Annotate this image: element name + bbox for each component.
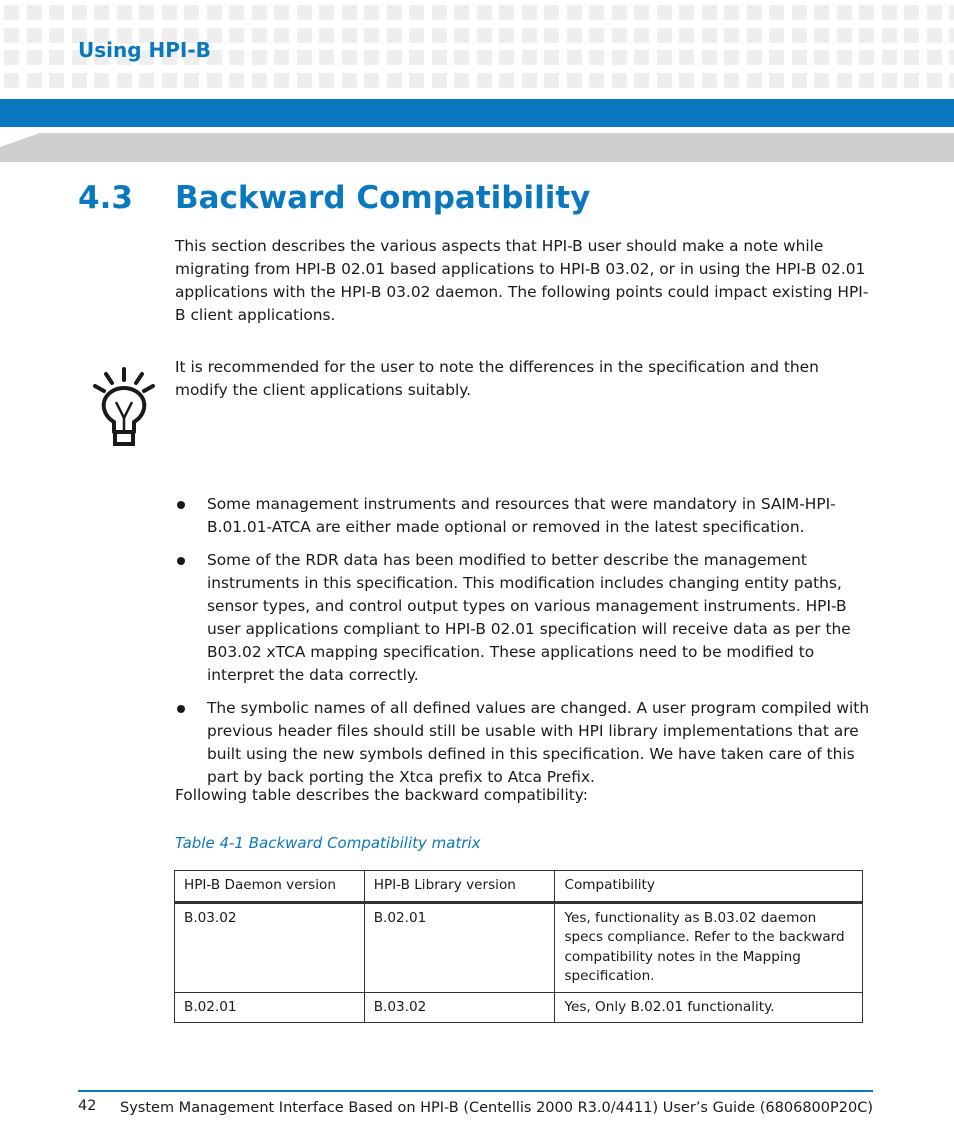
pattern-dot xyxy=(274,50,289,65)
pattern-dot xyxy=(837,28,852,43)
table-cell: B.03.02 xyxy=(364,992,555,1023)
pattern-dot xyxy=(252,28,267,43)
pattern-dot xyxy=(432,5,447,20)
pattern-dot xyxy=(904,50,919,65)
pattern-dot xyxy=(837,5,852,20)
pattern-dot xyxy=(814,28,829,43)
pattern-dot xyxy=(702,50,717,65)
column-header-daemon: HPI-B Daemon version xyxy=(175,871,365,903)
pattern-dot xyxy=(342,5,357,20)
section-title: Backward Compatibility xyxy=(175,180,591,216)
pattern-dot xyxy=(252,73,267,88)
pattern-dot xyxy=(747,5,762,20)
pattern-dot xyxy=(882,50,897,65)
pattern-dot xyxy=(274,5,289,20)
pattern-dot xyxy=(882,28,897,43)
pattern-dot xyxy=(477,5,492,20)
pattern-dot xyxy=(162,5,177,20)
pattern-dot xyxy=(4,5,19,20)
pattern-dot xyxy=(567,50,582,65)
pattern-dot xyxy=(499,50,514,65)
pattern-dot xyxy=(859,73,874,88)
pattern-dot xyxy=(612,50,627,65)
pattern-dot xyxy=(589,73,604,88)
table-row xyxy=(175,902,863,992)
table-cell: B.03.02 xyxy=(175,902,365,992)
pattern-dot xyxy=(612,73,627,88)
pattern-dot xyxy=(252,50,267,65)
pattern-dot xyxy=(207,73,222,88)
pattern-dot xyxy=(702,73,717,88)
pattern-dot xyxy=(702,28,717,43)
pattern-dot xyxy=(477,28,492,43)
pattern-dot xyxy=(769,5,784,20)
pattern-dot xyxy=(387,73,402,88)
table-row xyxy=(175,992,863,1023)
pattern-dot xyxy=(949,50,954,65)
bullet-icon xyxy=(177,557,185,565)
pattern-dot xyxy=(724,28,739,43)
pattern-dot xyxy=(49,28,64,43)
pattern-dot xyxy=(814,50,829,65)
header-blue-bar xyxy=(0,99,954,127)
pattern-dot xyxy=(859,50,874,65)
pattern-dot xyxy=(679,28,694,43)
pattern-dot xyxy=(949,73,954,88)
pattern-dot xyxy=(612,5,627,20)
table-cell: Yes, functionality as B.03.02 daemon specs compliance. Refer to the backward compatibility notes in the Mapping specification. xyxy=(555,902,863,992)
pattern-dot xyxy=(184,73,199,88)
pattern-dot xyxy=(837,73,852,88)
pattern-dot xyxy=(72,5,87,20)
pattern-dot xyxy=(724,5,739,20)
compatibility-table xyxy=(174,870,863,1023)
pattern-dot xyxy=(949,5,954,20)
pattern-dot xyxy=(679,50,694,65)
pattern-dot xyxy=(927,73,942,88)
pattern-dot xyxy=(477,73,492,88)
pattern-dot xyxy=(94,5,109,20)
pattern-dot xyxy=(49,5,64,20)
pattern-dot xyxy=(27,28,42,43)
table-caption: Table 4-1 Backward Compatibility matrix xyxy=(175,834,481,852)
pattern-dot xyxy=(432,50,447,65)
pattern-dot xyxy=(454,5,469,20)
pattern-dot xyxy=(4,50,19,65)
footer-title: System Management Interface Based on HPI-B (Centellis 2000 R3.0/4411) User’s Guide (6806800P20C) xyxy=(120,1100,873,1116)
table-header-row xyxy=(175,871,863,903)
pattern-dot xyxy=(342,28,357,43)
pattern-dot xyxy=(27,73,42,88)
pattern-dot xyxy=(229,5,244,20)
pattern-dot xyxy=(409,5,424,20)
section-number: 4.3 xyxy=(78,180,133,216)
bullet-list xyxy=(175,493,875,799)
pattern-dot xyxy=(409,28,424,43)
list-item: Some of the RDR data has been modified to better describe the management instruments in this specification. This modification includes changing entity paths, sensor types, and control output types on various management instruments. HPI-B user applications compliant to HPI-B 02.01 specification will receive data as per the B03.02 xTCA mapping specification. These applications need to be modified to interpret the data correctly. xyxy=(175,549,875,687)
pattern-dot xyxy=(342,73,357,88)
pattern-dot xyxy=(342,50,357,65)
pattern-dot xyxy=(904,73,919,88)
pattern-dot xyxy=(612,28,627,43)
table-cell: B.02.01 xyxy=(175,992,365,1023)
note-text: It is recommended for the user to note the differences in the specification and then modify the client applications suitably. xyxy=(175,358,819,399)
pattern-dot xyxy=(904,5,919,20)
pattern-dot xyxy=(634,73,649,88)
pattern-dot xyxy=(117,73,132,88)
pattern-dot xyxy=(184,5,199,20)
pattern-dot xyxy=(274,73,289,88)
pattern-dot xyxy=(769,73,784,88)
pattern-dot xyxy=(769,28,784,43)
pattern-dot xyxy=(139,5,154,20)
pattern-dot xyxy=(589,50,604,65)
pattern-dot xyxy=(387,28,402,43)
pattern-dot xyxy=(409,73,424,88)
footer-rule xyxy=(78,1090,873,1092)
pattern-dot xyxy=(859,5,874,20)
pattern-dot xyxy=(769,50,784,65)
pattern-dot xyxy=(904,28,919,43)
pattern-dot xyxy=(589,28,604,43)
table-intro: Following table describes the backward compatibility: xyxy=(175,786,588,804)
pattern-dot xyxy=(792,73,807,88)
pattern-dot xyxy=(792,28,807,43)
pattern-dot xyxy=(657,50,672,65)
pattern-dot xyxy=(364,73,379,88)
pattern-dot xyxy=(927,5,942,20)
pattern-dot xyxy=(252,5,267,20)
pattern-dot xyxy=(319,5,334,20)
pattern-dot xyxy=(27,5,42,20)
pattern-dot xyxy=(229,73,244,88)
pattern-dot xyxy=(522,5,537,20)
pattern-dot xyxy=(544,73,559,88)
pattern-dot xyxy=(229,50,244,65)
pattern-dot xyxy=(567,73,582,88)
pattern-dot xyxy=(319,28,334,43)
pattern-dot xyxy=(72,73,87,88)
pattern-dot xyxy=(319,50,334,65)
pattern-dot xyxy=(679,5,694,20)
pattern-dot xyxy=(499,73,514,88)
pattern-dot xyxy=(364,28,379,43)
pattern-dot xyxy=(634,5,649,20)
pattern-dot xyxy=(229,28,244,43)
column-header-compatibility: Compatibility xyxy=(555,871,863,903)
pattern-dot xyxy=(139,73,154,88)
pattern-dot xyxy=(724,73,739,88)
bullet-icon xyxy=(177,705,185,713)
pattern-dot xyxy=(4,28,19,43)
pattern-dot xyxy=(679,73,694,88)
pattern-dot xyxy=(49,73,64,88)
pattern-dot xyxy=(94,73,109,88)
pattern-dot xyxy=(657,73,672,88)
pattern-dot xyxy=(274,28,289,43)
pattern-dot xyxy=(522,28,537,43)
pattern-dot xyxy=(477,50,492,65)
pattern-dot xyxy=(454,50,469,65)
header-gray-wedge xyxy=(0,133,954,162)
pattern-dot xyxy=(409,50,424,65)
intro-paragraph: This section describes the various aspects that HPI-B user should make a note while migrating from HPI-B 02.01 based applications to HPI-B 03.02, or in using the HPI-B 02.01 applications with the HPI-B 03.02 daemon. The following points could impact existing HPI-B client applications. xyxy=(175,237,869,324)
pattern-dot xyxy=(432,28,447,43)
pattern-dot xyxy=(207,5,222,20)
pattern-dot xyxy=(567,5,582,20)
pattern-dot xyxy=(499,5,514,20)
pattern-dot xyxy=(634,28,649,43)
chapter-header: Using HPI-B xyxy=(78,38,211,62)
pattern-dot xyxy=(724,50,739,65)
pattern-dot xyxy=(162,73,177,88)
pattern-dot xyxy=(589,5,604,20)
pattern-dot xyxy=(117,5,132,20)
pattern-dot xyxy=(387,50,402,65)
page-number: 42 xyxy=(78,1098,97,1114)
pattern-dot xyxy=(544,5,559,20)
pattern-dot xyxy=(297,5,312,20)
pattern-dot xyxy=(319,73,334,88)
pattern-dot xyxy=(297,73,312,88)
pattern-dot xyxy=(454,28,469,43)
pattern-dot xyxy=(49,50,64,65)
pattern-dot xyxy=(499,28,514,43)
pattern-dot xyxy=(792,5,807,20)
pattern-dot xyxy=(882,73,897,88)
pattern-dot xyxy=(4,73,19,88)
pattern-dot xyxy=(364,50,379,65)
pattern-dot xyxy=(544,28,559,43)
pattern-dot xyxy=(657,5,672,20)
pattern-dot xyxy=(859,28,874,43)
pattern-dot xyxy=(747,73,762,88)
pattern-dot xyxy=(837,50,852,65)
pattern-dot xyxy=(522,73,537,88)
pattern-dot xyxy=(634,50,649,65)
pattern-dot xyxy=(814,5,829,20)
pattern-dot xyxy=(364,5,379,20)
pattern-dot xyxy=(927,28,942,43)
pattern-dot xyxy=(297,50,312,65)
table-cell: Yes, Only B.02.01 functionality. xyxy=(555,992,863,1023)
pattern-dot xyxy=(927,50,942,65)
list-item: The symbolic names of all defined values are changed. A user program compiled with previous header files should still be usable with HPI library implementations that are built using the new symbols defined in this specification. We have taken care of this part by back porting the Xtca prefix to Atca Prefix. xyxy=(175,697,875,789)
pattern-dot xyxy=(522,50,537,65)
column-header-library: HPI-B Library version xyxy=(364,871,555,903)
pattern-dot xyxy=(454,73,469,88)
pattern-dot xyxy=(297,28,312,43)
pattern-dot xyxy=(702,5,717,20)
pattern-dot xyxy=(387,5,402,20)
pattern-dot xyxy=(567,28,582,43)
table-cell: B.02.01 xyxy=(364,902,555,992)
pattern-dot xyxy=(792,50,807,65)
pattern-dot xyxy=(27,50,42,65)
list-item: Some management instruments and resources that were mandatory in SAIM-HPI-B.01.01-ATCA are either made optional or removed in the latest specification. xyxy=(175,493,875,539)
pattern-dot xyxy=(747,28,762,43)
pattern-dot xyxy=(432,73,447,88)
pattern-dot xyxy=(747,50,762,65)
pattern-dot xyxy=(814,73,829,88)
pattern-dot xyxy=(882,5,897,20)
pattern-dot xyxy=(657,28,672,43)
lightbulb-icon xyxy=(92,366,156,448)
pattern-dot xyxy=(544,50,559,65)
bullet-icon xyxy=(177,501,185,509)
pattern-dot xyxy=(949,28,954,43)
